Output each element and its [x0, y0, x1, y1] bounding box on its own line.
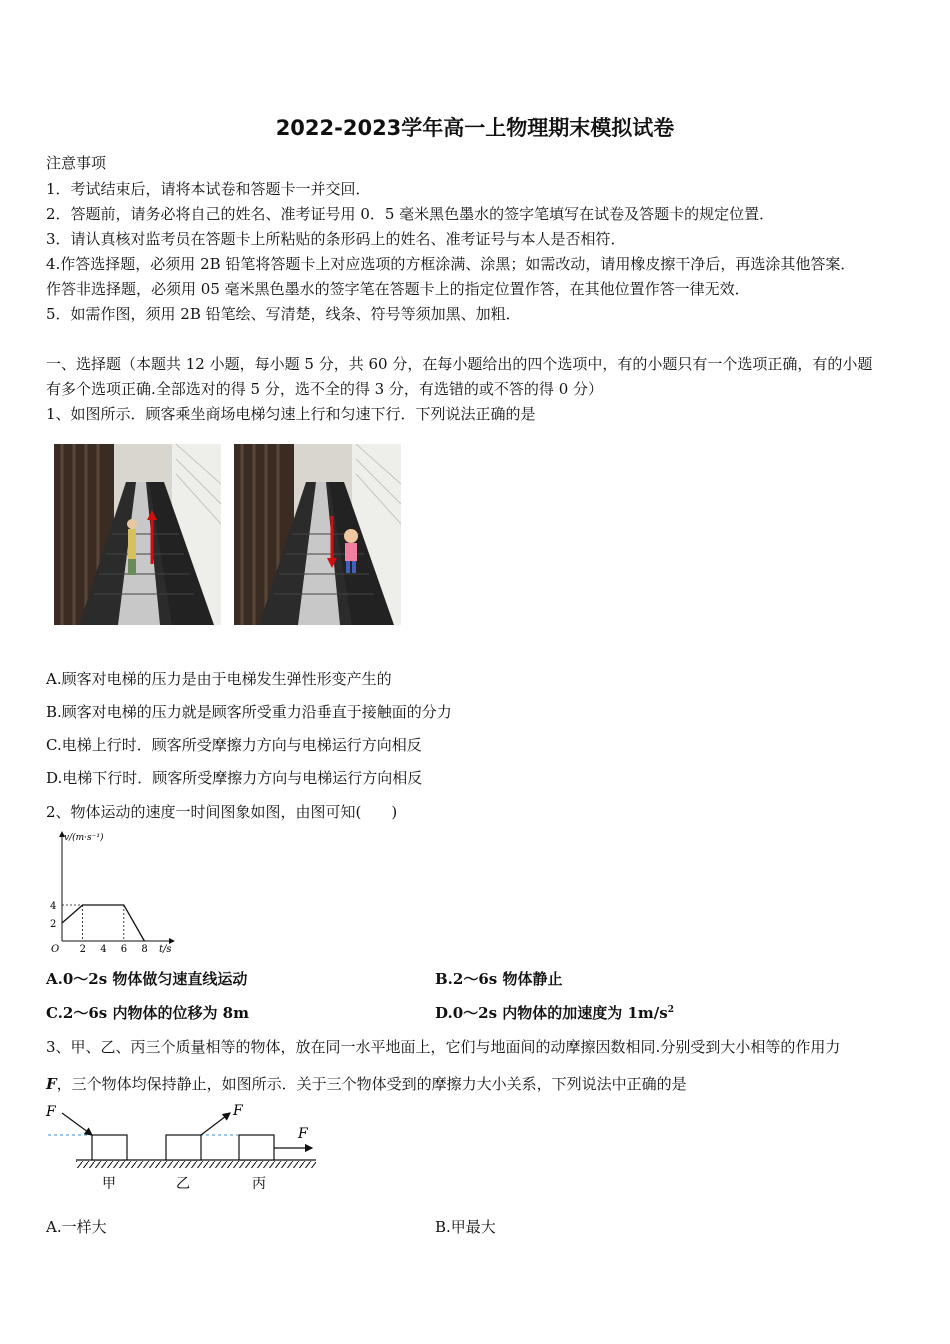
q3-option-b: B.甲最大 — [435, 1218, 496, 1236]
block-bing — [239, 1135, 274, 1160]
x-tick-label: 4 — [100, 944, 107, 953]
data-point — [144, 940, 145, 941]
velocity-series-line — [62, 905, 144, 941]
y-tick-label: 2 — [50, 919, 57, 930]
block-label-jia: 甲 — [102, 1176, 116, 1192]
notice-item: 3．请认真核对监考员在答题卡上所粘贴的条形码上的姓名、准考证号与本人是否相符． — [46, 230, 626, 248]
page-title: 2022-2023学年高一上物理期末模拟试卷 — [275, 116, 675, 140]
notice-item: 1．考试结束后，请将本试卷和答题卡一并交回． — [46, 180, 371, 198]
notice-item: 4.作答选择题，必须用 2B 铅笔将答题卡上对应选项的方框涂满、涂黑；如需改动，请用橡皮擦干净后，再选涂其他答案． — [46, 255, 856, 273]
y-axis-label: v/(m·s⁻¹) — [64, 833, 104, 843]
force-label-bing: F — [298, 1126, 308, 1142]
section-heading-cont: 有多个选项正确.全部选对的得 5 分，选不全的得 3 分，有选错的或不答的得 0 分） — [46, 380, 604, 398]
q2-option-c: C.2～6s 内物体的位移为 8m — [46, 1004, 249, 1022]
escalator-down-photo — [234, 444, 401, 625]
x-axis-label: t/s — [159, 944, 172, 953]
q1-option-b: B.顾客对电梯的压力就是顾客所受重力沿垂直于接触面的分力 — [46, 703, 452, 721]
q2-option-d-sup: 2 — [667, 1005, 674, 1015]
data-point — [123, 904, 124, 905]
notice-heading: 注意事项 — [46, 154, 107, 172]
q2-stem: 2、物体运动的速度一时间图象如图，由图可知( ) — [46, 803, 398, 821]
x-tick-label: 2 — [79, 944, 86, 953]
block-jia — [92, 1135, 127, 1160]
q2-option-d — [435, 1002, 674, 1023]
data-point — [82, 904, 83, 905]
q2-option-a: A.0～2s 物体做匀速直线运动 — [46, 970, 248, 988]
force-label-jia: F — [46, 1104, 56, 1120]
block-label-bing: 丙 — [252, 1176, 266, 1192]
q1-option-a: A.顾客对电梯的压力是由于电梯发生弹性形变产生的 — [46, 670, 392, 688]
origin-label: O — [51, 944, 60, 953]
block-yi — [166, 1135, 201, 1160]
notice-item: 作答非选择题，必须用 05 毫米黑色墨水的签字笔在答题卡上的指定位置作答，在其他位置作答一律无效． — [46, 280, 750, 298]
x-tick-label: 8 — [141, 944, 148, 953]
q1-option-c: C.电梯上行时．顾客所受摩擦力方向与电梯运行方向相反 — [46, 736, 422, 754]
q2-option-d-text: D.0～2s 内物体的加速度为 1m/s — [435, 1004, 668, 1022]
velocity-time-graph — [46, 828, 181, 953]
q3-option-a: A.一样大 — [46, 1218, 107, 1236]
q2-option-b: B.2～6s 物体静止 — [435, 970, 563, 988]
force-arrow-jia — [62, 1113, 92, 1135]
force-label-yi: F — [233, 1103, 243, 1119]
block-label-yi: 乙 — [176, 1176, 190, 1192]
force-diagram — [40, 1098, 330, 1198]
ground-hatch — [76, 1161, 316, 1168]
q1-option-d: D.电梯下行时．顾客所受摩擦力方向与电梯运行方向相反 — [46, 769, 423, 787]
data-point — [61, 922, 62, 923]
notice-item: 2．答题前，请务必将自己的姓名、准考证号用 0．5 毫米黑色墨水的签字笔填写在试卷及答题卡的规定位置． — [46, 205, 775, 223]
y-tick-label: 4 — [50, 901, 57, 912]
q3-stem-text: ，三个物体均保持静止，如图所示．关于三个物体受到的摩擦力大小关系，下列说法中正确的是 — [56, 1075, 687, 1093]
force-arrow-yi — [201, 1113, 230, 1135]
q3-stem-line1: 3、甲、乙、丙三个质量相等的物体，放在同一水平地面上，它们与地面间的动摩擦因数相同.分别受到大小相等的作用力 — [46, 1038, 841, 1056]
force-symbol: F — [46, 1075, 57, 1093]
q3-stem-line2 — [46, 1073, 687, 1094]
escalator-up-photo — [54, 444, 221, 625]
q1-stem: 1、如图所示．顾客乘坐商场电梯匀速上行和匀速下行．下列说法正确的是 — [46, 405, 536, 423]
notice-item: 5．如需作图，须用 2B 铅笔绘、写清楚，线条、符号等须加黑、加粗． — [46, 305, 521, 323]
x-tick-label: 6 — [120, 944, 128, 953]
section-heading: 一、选择题（本题共 12 小题，每小题 5 分，共 60 分，在每小题给出的四个选项中，有的小题只有一个选项正确，有的小题 — [46, 355, 873, 373]
